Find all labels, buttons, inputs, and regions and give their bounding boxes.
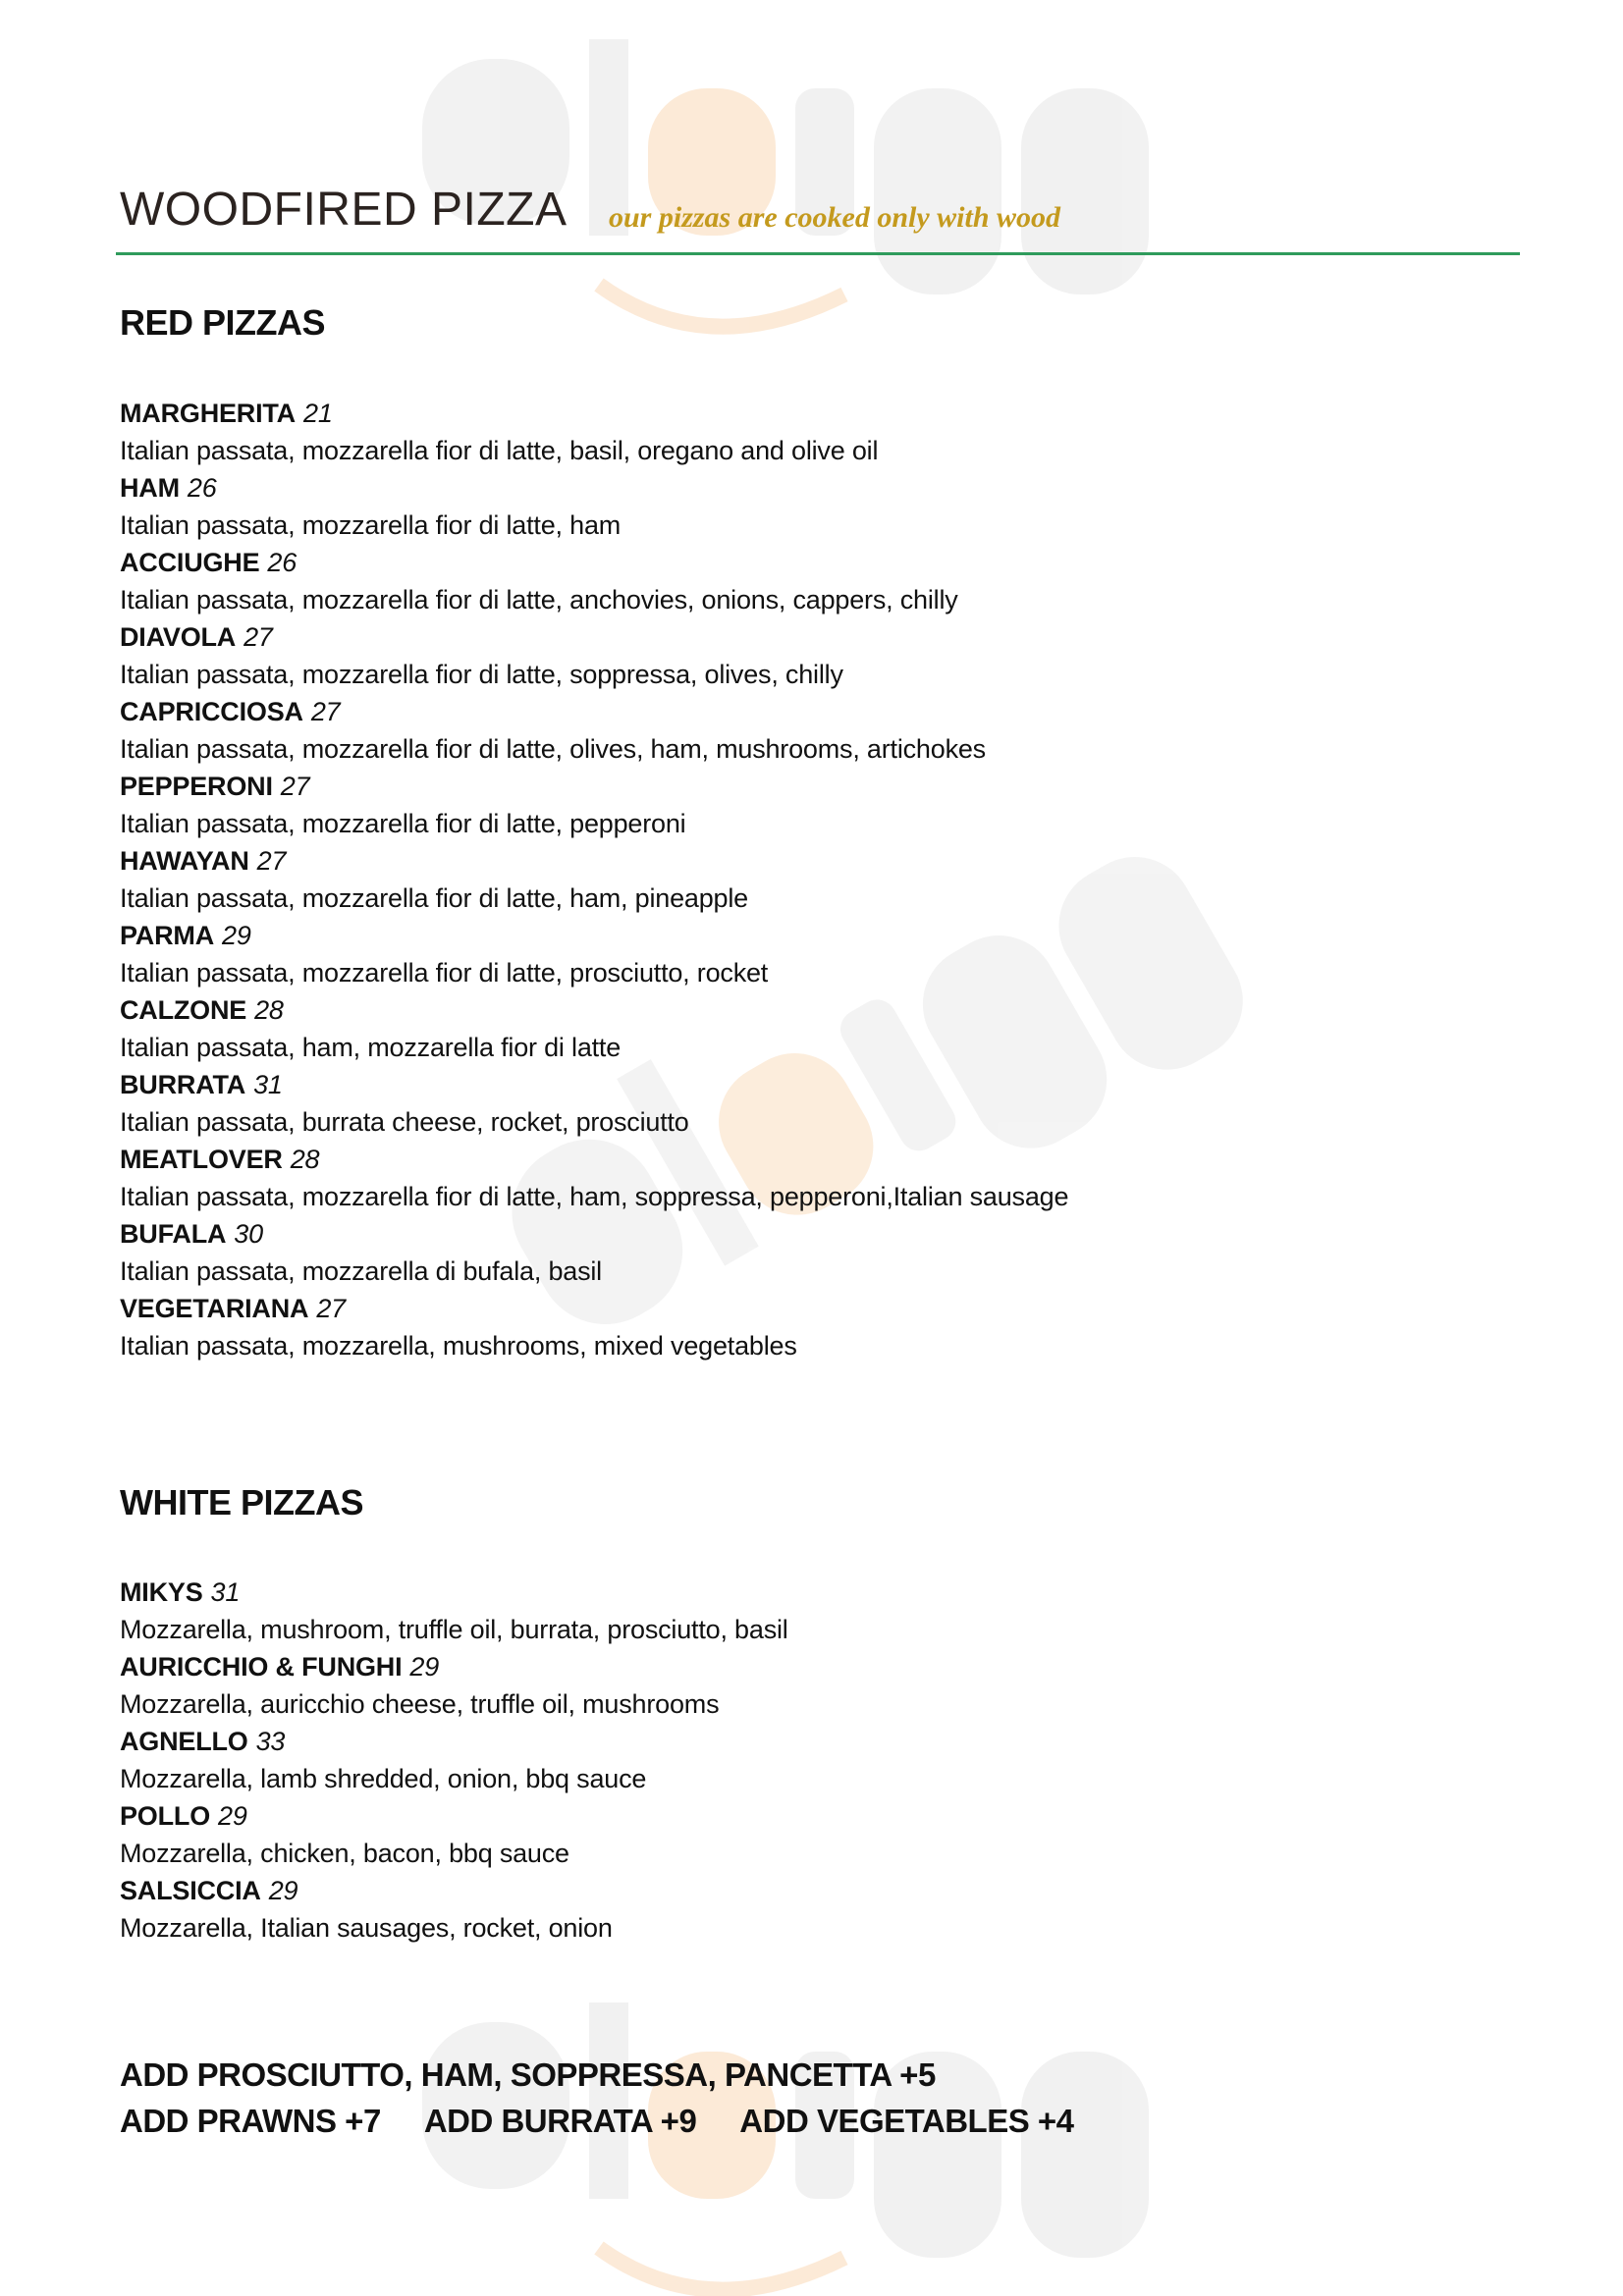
extras-line-1: ADD PROSCIUTTO, HAM, SOPPRESSA, PANCETTA +5 — [120, 2056, 936, 2093]
menu-item — [120, 1066, 1068, 1141]
menu-item-title — [120, 1797, 788, 1835]
menu-item-price: 27 — [280, 772, 310, 801]
menu-item — [120, 1797, 788, 1872]
menu-item-price: 29 — [222, 921, 251, 950]
menu-item — [120, 395, 1068, 469]
menu-item-price: 33 — [255, 1727, 286, 1756]
menu-item-price: 29 — [268, 1876, 298, 1905]
menu-item-description: Italian passata, mozzarella di bufala, basil — [120, 1256, 602, 1286]
menu-item-name: POLLO — [120, 1801, 210, 1831]
menu-item-price: 27 — [256, 846, 287, 876]
menu-item-title — [120, 395, 1068, 432]
menu-item — [120, 544, 1068, 618]
extra-prawns: ADD PRAWNS +7 — [120, 2103, 381, 2139]
menu-item — [120, 1574, 788, 1648]
menu-item — [120, 1215, 1068, 1290]
menu-item-name: PARMA — [120, 921, 214, 950]
menu-item — [120, 1648, 788, 1723]
menu-item-title — [120, 1141, 1068, 1178]
menu-item-name: AGNELLO — [120, 1727, 248, 1756]
menu-item-description: Mozzarella, chicken, bacon, bbq sauce — [120, 1839, 569, 1868]
menu-item — [120, 768, 1068, 842]
menu-item-price: 27 — [316, 1294, 346, 1323]
menu-item-description: Italian passata, ham, mozzarella fior di latte — [120, 1033, 622, 1062]
menu-item-description: Italian passata, mozzarella, mushrooms, mixed vegetables — [120, 1331, 797, 1361]
menu-item — [120, 1290, 1068, 1364]
menu-item-title — [120, 917, 1068, 954]
menu-item-title — [120, 842, 1068, 880]
menu-item-price: 30 — [234, 1219, 263, 1249]
menu-item — [120, 842, 1068, 917]
extras — [120, 2052, 1117, 2144]
menu-item-name: PEPPERONI — [120, 772, 273, 801]
menu-item-name: HAWAYAN — [120, 846, 249, 876]
menu-item-price: 27 — [243, 622, 273, 652]
menu-item-price: 28 — [290, 1145, 320, 1174]
red-pizzas-heading: RED PIZZAS — [120, 302, 326, 343]
menu-item-title — [120, 544, 1068, 581]
white-pizzas-heading: WHITE PIZZAS — [120, 1482, 363, 1522]
menu-item — [120, 917, 1068, 991]
menu-item-price: 28 — [254, 995, 284, 1025]
menu-item-name: MEATLOVER — [120, 1145, 283, 1174]
menu-item-price: 29 — [218, 1801, 247, 1831]
white-pizzas-list — [120, 1574, 788, 1947]
menu-item-description: Italian passata, burrata cheese, rocket, prosciutto — [120, 1107, 689, 1137]
extras-line-2 — [120, 2098, 1117, 2144]
extra-burrata: ADD BURRATA +9 — [423, 2103, 697, 2139]
menu-item-description: Mozzarella, mushroom, truffle oil, burrata, prosciutto, basil — [120, 1615, 788, 1644]
menu-item-title — [120, 768, 1068, 805]
menu-item — [120, 1872, 788, 1947]
menu-item-description: Mozzarella, lamb shredded, onion, bbq sauce — [120, 1764, 647, 1793]
menu-item-name: BUFALA — [120, 1219, 227, 1249]
menu-item-description: Italian passata, mozzarella fior di latte, ham — [120, 510, 622, 540]
menu-item-description: Mozzarella, auricchio cheese, truffle oil, mushrooms — [120, 1689, 720, 1719]
menu-item-description: Italian passata, mozzarella fior di latte, ham, pineapple — [120, 883, 748, 913]
menu-item-name: MIKYS — [120, 1577, 203, 1607]
menu-item-name: SALSICCIA — [120, 1876, 261, 1905]
menu-item-name: BURRATA — [120, 1070, 246, 1099]
menu-item-name: MARGHERITA — [120, 399, 296, 428]
menu-item-name: HAM — [120, 473, 180, 503]
tagline: our pizzas are cooked only with wood — [609, 201, 1061, 234]
menu-item-description: Italian passata, mozzarella fior di latte, anchovies, onions, cappers, chilly — [120, 585, 958, 614]
menu-item-name: DIAVOLA — [120, 622, 237, 652]
menu-item-price: 31 — [210, 1577, 241, 1607]
menu-item — [120, 1141, 1068, 1215]
menu-item-name: CALZONE — [120, 995, 247, 1025]
menu-item-description: Italian passata, mozzarella fior di latte, basil, oregano and olive oil — [120, 436, 879, 465]
menu-item — [120, 469, 1068, 544]
menu-item — [120, 693, 1068, 768]
menu-item-title — [120, 1723, 788, 1760]
menu-item-title — [120, 1066, 1068, 1103]
menu-item — [120, 618, 1068, 693]
menu-item-description: Italian passata, mozzarella fior di latte, soppressa, olives, chilly — [120, 660, 843, 689]
header-divider — [116, 252, 1520, 255]
menu-item-title — [120, 1574, 788, 1611]
menu-item-title — [120, 1290, 1068, 1327]
menu-item-title — [120, 618, 1068, 656]
menu-item-name: CAPRICCIOSA — [120, 697, 303, 726]
menu-item-title — [120, 1872, 788, 1909]
menu-item-title — [120, 1648, 788, 1685]
menu-item-description: Italian passata, mozzarella fior di latte, olives, ham, mushrooms, artichokes — [120, 734, 986, 764]
menu-item-price: 21 — [303, 399, 333, 428]
menu-item-description: Italian passata, mozzarella fior di latte, prosciutto, rocket — [120, 958, 769, 988]
menu-item-name: ACCIUGHE — [120, 548, 260, 577]
menu-item-description: Italian passata, mozzarella fior di latte, ham, soppressa, pepperoni,Italian sausage — [120, 1182, 1069, 1211]
menu-item-title — [120, 991, 1068, 1029]
extra-vegetables: ADD VEGETABLES +4 — [739, 2103, 1074, 2139]
menu-item-description: Italian passata, mozzarella fior di latte, pepperoni — [120, 809, 686, 838]
watermark-bottom — [422, 2002, 1149, 2290]
menu-item-name: AURICCHIO & FUNGHI — [120, 1652, 403, 1682]
menu-item-price: 29 — [409, 1652, 440, 1682]
page-title: WOODFIRED PIZZA — [120, 184, 568, 236]
menu-item — [120, 991, 1068, 1066]
menu-item-title — [120, 693, 1068, 730]
menu-item-description: Mozzarella, Italian sausages, rocket, onion — [120, 1913, 613, 1943]
red-pizzas-list — [120, 395, 1068, 1364]
menu-item — [120, 1723, 788, 1797]
menu-item-name: VEGETARIANA — [120, 1294, 309, 1323]
menu-item-title — [120, 469, 1068, 507]
menu-item-price: 31 — [253, 1070, 283, 1099]
menu-item-title — [120, 1215, 1068, 1253]
menu-item-price: 26 — [187, 473, 217, 503]
menu-item-price: 27 — [310, 697, 341, 726]
menu-item-price: 26 — [267, 548, 298, 577]
